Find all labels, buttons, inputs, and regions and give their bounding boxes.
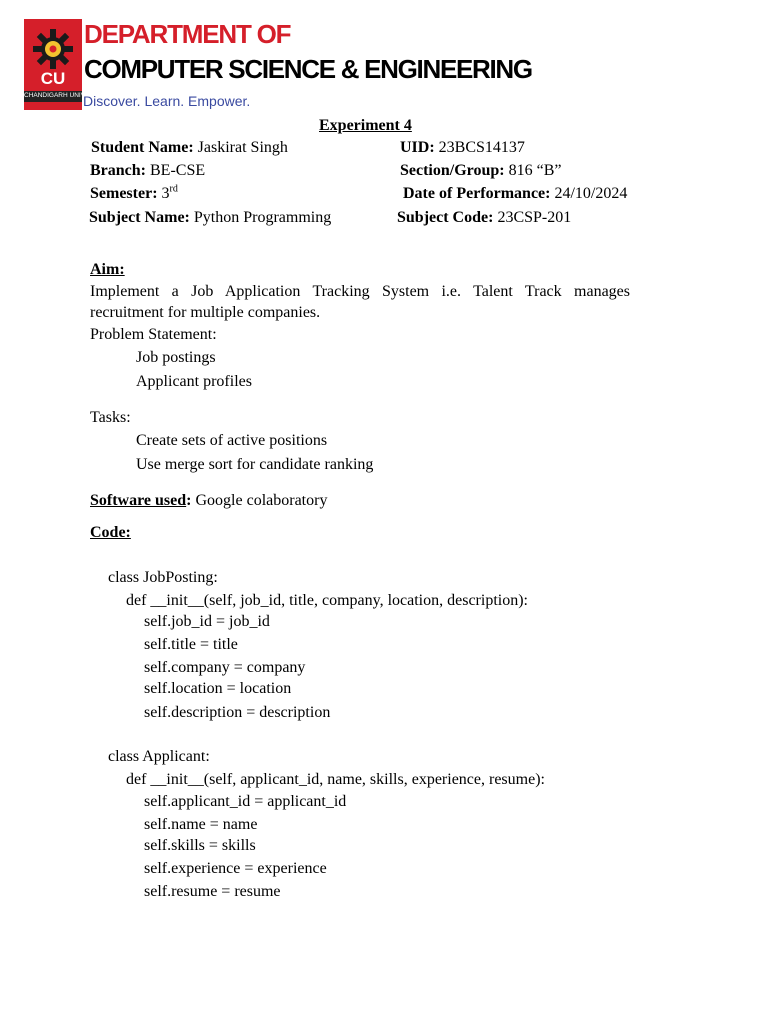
task-item: Use merge sort for candidate ranking bbox=[136, 456, 374, 473]
student-name-value: Jaskirat Singh bbox=[197, 139, 288, 156]
student-name-row bbox=[91, 139, 288, 157]
section-label: Section/Group: bbox=[400, 162, 505, 179]
student-name-label: Student Name: bbox=[91, 139, 194, 156]
semester-suffix: rd bbox=[169, 183, 178, 195]
subject-code-row bbox=[397, 209, 571, 227]
logo-university-name: CHANDIGARH UNIVERSITY bbox=[24, 91, 82, 102]
department-title-line2: COMPUTER SCIENCE & ENGINEERING bbox=[84, 54, 532, 84]
problem-item: Applicant profiles bbox=[136, 373, 252, 390]
subject-name-label: Subject Name: bbox=[89, 209, 190, 226]
software-colon: : bbox=[186, 492, 192, 509]
logo-initials: CU bbox=[40, 69, 66, 88]
code-line: self.company = company bbox=[144, 659, 306, 676]
tagline: Discover. Learn. Empower. bbox=[83, 93, 251, 109]
code-line: self.name = name bbox=[144, 816, 258, 833]
problem-heading: Problem Statement: bbox=[90, 326, 217, 343]
subject-code-value: 23CSP-201 bbox=[497, 209, 572, 226]
code-line: def __init__(self, applicant_id, name, skills, experience, resume): bbox=[126, 771, 545, 788]
experiment-title: Experiment 4 bbox=[319, 117, 412, 134]
subject-code-label: Subject Code: bbox=[397, 209, 494, 226]
branch-row bbox=[90, 162, 205, 180]
problem-item: Job postings bbox=[136, 349, 216, 366]
date-label: Date of Performance: bbox=[403, 185, 551, 202]
section-row bbox=[400, 162, 561, 180]
code-line: self.job_id = job_id bbox=[144, 613, 270, 630]
date-value: 24/10/2024 bbox=[554, 185, 628, 202]
software-value: Google colaboratory bbox=[195, 492, 328, 509]
uid-label: UID: bbox=[400, 139, 435, 156]
code-line: self.applicant_id = applicant_id bbox=[144, 793, 347, 810]
code-line: self.skills = skills bbox=[144, 837, 256, 854]
branch-value: BE-CSE bbox=[150, 162, 206, 179]
code-line: def __init__(self, job_id, title, company, location, description): bbox=[126, 592, 528, 609]
code-line: self.description = description bbox=[144, 704, 331, 721]
code-line: class Applicant: bbox=[108, 748, 210, 765]
tasks-heading: Tasks: bbox=[90, 409, 131, 426]
branch-label: Branch: bbox=[90, 162, 146, 179]
code-line: self.location = location bbox=[144, 680, 292, 697]
code-line: class JobPosting: bbox=[108, 569, 218, 586]
subject-name-row bbox=[89, 209, 331, 227]
code-line: self.resume = resume bbox=[144, 883, 281, 900]
code-line: self.experience = experience bbox=[144, 860, 327, 877]
code-heading: Code: bbox=[90, 524, 131, 541]
subject-name-value: Python Programming bbox=[193, 209, 332, 226]
university-logo bbox=[24, 19, 109, 110]
semester-value: 3 bbox=[161, 185, 170, 202]
uid-value: 23BCS14137 bbox=[438, 139, 525, 156]
semester-label: Semester: bbox=[90, 185, 158, 202]
date-row bbox=[403, 185, 627, 203]
gear-emblem-icon bbox=[27, 23, 79, 75]
aim-text-line2: recruitment for multiple companies. bbox=[90, 304, 321, 321]
department-title-line1: DEPARTMENT OF bbox=[84, 19, 291, 49]
uid-row bbox=[400, 139, 525, 157]
software-row bbox=[90, 492, 327, 510]
section-value: 816 “B” bbox=[508, 162, 562, 179]
task-item: Create sets of active positions bbox=[136, 432, 328, 449]
aim-text-line1: Implement a Job Application Tracking System i.e. Talent Track manages bbox=[90, 283, 630, 300]
aim-heading: Aim: bbox=[90, 261, 125, 278]
software-heading: Software used bbox=[90, 492, 187, 509]
code-line: self.title = title bbox=[144, 636, 238, 653]
semester-row bbox=[90, 185, 178, 203]
